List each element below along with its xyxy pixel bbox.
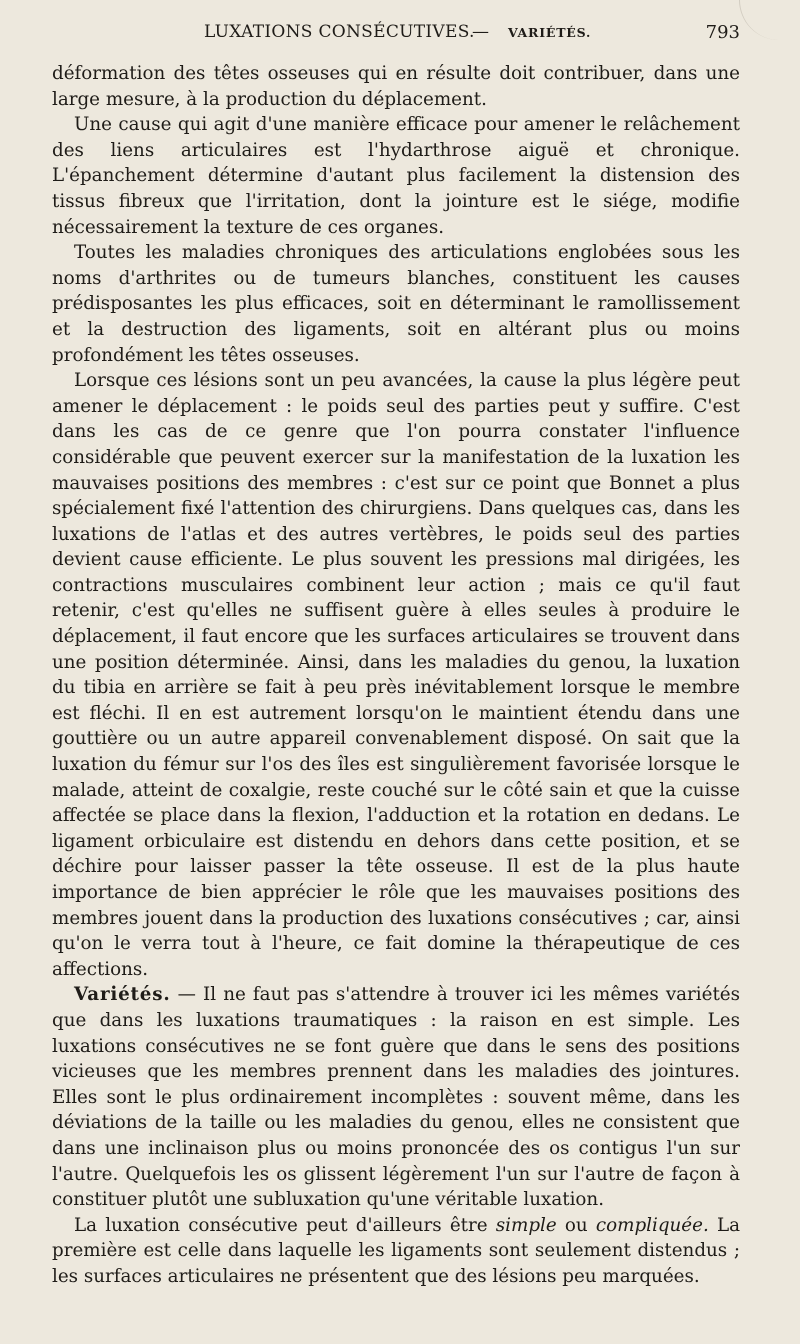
- header-subtitle: VARIÉTÉS.: [508, 25, 592, 40]
- varietes-text: — Il ne faut pas s'attendre à trouver ici les mêmes variétés que dans les luxations traumatiques : la raison en est simple. Les luxations consécutives ne se font guère que dans le sens des positions vicieuses que les membres prennent dans les maladies des jointures. Elles sont le plus ordinairement incomplètes : souvent même, dans les déviations de la taille ou les maladies du genou, elles ne consistent que dans une inclinaison plus ou moins prononcée des os contigus l'un sur l'autre. Quelquefois les os glissent légèrement l'un sur l'autre de façon à constituer plutôt une subluxation qu'une véritable luxation.: [52, 984, 740, 1211]
- page-corner-fold: [739, 0, 800, 40]
- header-dash: —: [472, 22, 489, 42]
- section-heading-varietes: Variétés.: [74, 984, 171, 1006]
- term-compliquee: compliquée.: [595, 1214, 709, 1236]
- running-header: [52, 20, 742, 48]
- p5-text-c: La première est celle dans laquelle les ligaments sont seulement distendus ; les surfaces articulaires ne présentent que des lésions peu marquées.: [52, 1214, 740, 1287]
- paragraph-luxation-consecutive: [52, 1213, 740, 1290]
- header-title: LUXATIONS CONSÉCUTIVES.: [204, 22, 475, 42]
- paragraph-varietes: [52, 982, 740, 1212]
- body-text: [52, 61, 740, 1290]
- paragraph-lesions-avancees: Lorsque ces lésions sont un peu avancées, la cause la plus légère peut amener le déplacement : le poids seul des parties peut y suffire. C'est dans les cas de ce genre que l'on pourra constater l'influence considérable que peuvent exercer sur la manifestation de la luxation les mauvaises positions des membres : c'est sur ce point que Bonnet a plus spécialement fixé l'attention des chirurgiens. Dans quelques cas, dans les luxations de l'atlas et des autres vertèbres, le poids seul des parties devient cause efficiente. Le plus souvent les pressions mal dirigées, les contractions musculaires combinent leur action ; mais ce qu'il faut retenir, c'est qu'elles ne suffisent guère à elles seules à produire le déplacement, il faut encore que les surfaces articulaires se trouvent dans une position déterminée. Ainsi, dans les maladies du genou, la luxation du tibia en arrière se fait à peu près inévitablement lorsque le membre est fléchi. Il en est autrement lorsqu'on le maintient étendu dans une gouttière ou un autre appareil convenablement disposé. On sait que la luxation du fémur sur l'os des îles est singulièrement favorisée lorsque le malade, atteint de coxalgie, reste couché sur le côté sain et que la cuisse affectée se place dans la flexion, l'adduction et la rotation en dedans. Le ligament orbiculaire est distendu en dehors dans cette position, et se déchire pour laisser passer la tête osseuse. Il est de la plus haute importance de bien apprécier le rôle que les mauvaises positions des membres jouent dans la production des luxations consécutives ; car, ainsi qu'on le verra tout à l'heure, ce fait domine la thérapeutique de ces affections.: [52, 370, 740, 980]
- page-number: 793: [705, 22, 740, 43]
- term-simple: simple: [495, 1214, 557, 1236]
- p5-text-b: ou: [556, 1214, 596, 1236]
- paragraph-hydarthrose: Une cause qui agit d'une manière efficace pour amener le relâchement des liens articulaires est l'hydarthrose aiguë et chronique. L'épanchement détermine d'autant plus facilement la distension des tissus fibreux que l'irritation, dont la jointure est le siége, modifie nécessairement la texture de ces organes.: [52, 114, 740, 238]
- paragraph-maladies-chroniques: Toutes les maladies chroniques des articulations englobées sous les noms d'arthrites ou de tumeurs blanches, constituent les causes prédisposantes les plus efficaces, soit en déterminant le ramollissement et la destruction des ligaments, soit en altérant plus ou moins profondément les têtes osseuses.: [52, 242, 740, 366]
- p5-text-a: La luxation consécutive peut d'ailleurs être: [74, 1214, 496, 1236]
- paragraph-continuation: déformation des têtes osseuses qui en résulte doit contribuer, dans une large mesure, à la production du déplacement.: [52, 63, 740, 110]
